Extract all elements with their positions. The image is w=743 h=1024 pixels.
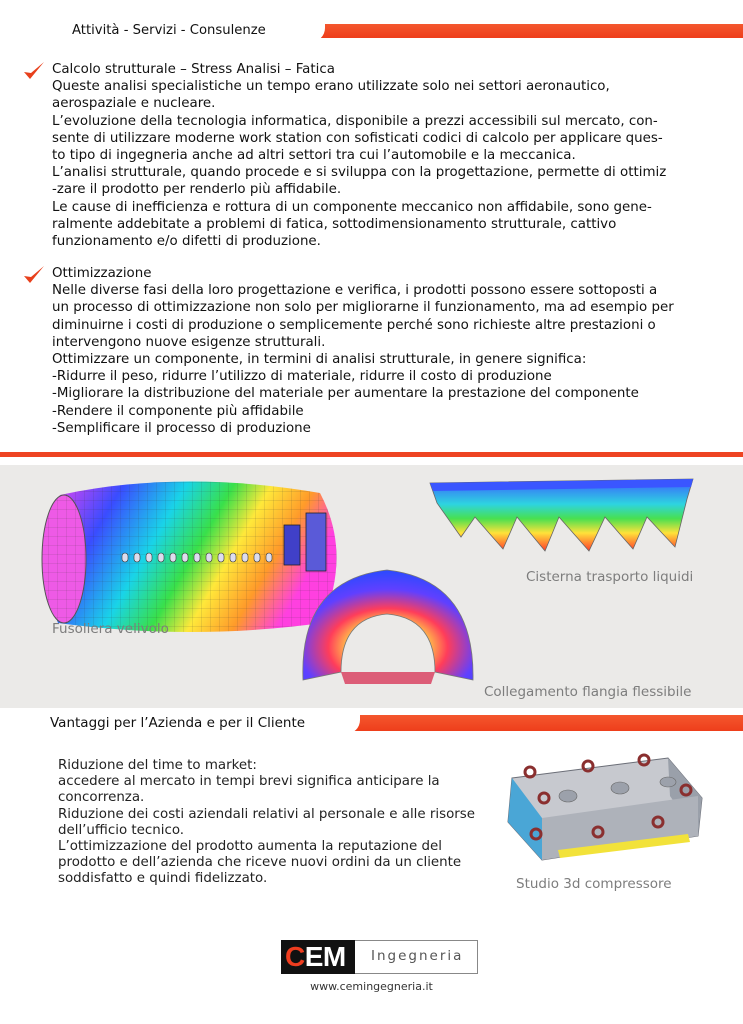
compressor-3d-image xyxy=(498,738,708,868)
tank-fea-image xyxy=(425,477,700,559)
text-line: L’ottimizzazione del prodotto aumenta la reputazione del xyxy=(58,839,442,855)
logo-letter-c: C xyxy=(285,941,305,972)
section-calcolo xyxy=(52,61,666,250)
caption-tank: Cisterna trasporto liquidi xyxy=(526,569,694,585)
section-ottimizzazione xyxy=(52,265,674,437)
text-line: ralmente addebitate a problemi di fatica, sottodimensionamento strutturale, cattivo xyxy=(52,216,617,232)
website-link[interactable]: www.cemingegneria.it xyxy=(310,980,433,993)
section-heading: Ottimizzazione xyxy=(52,266,152,281)
logo-letters-em: EM xyxy=(304,941,346,972)
text-line: un processo di ottimizzazione non solo per migliorarne il funzionamento, ma ad esempio per xyxy=(52,300,674,316)
text-line: L’analisi strutturale, quando procede e si sviluppa con la progettazione, permette di ottimiz xyxy=(52,165,667,181)
text-line: Queste analisi specialistiche un tempo erano utilizzate solo nei settori aeronautico, xyxy=(52,79,610,95)
text-line: sente di utilizzare moderne work station con sofisticati codici di calcolo per applicare ques- xyxy=(52,130,663,146)
flange-fea-image xyxy=(295,560,480,690)
text-line: aerospaziale e nucleare. xyxy=(52,96,216,112)
caption-fuselage: Fusoliera velivolo xyxy=(52,621,169,637)
text-line: -Rendere il componente più affidabile xyxy=(52,403,304,419)
text-line: -zare il prodotto per renderlo più affidabile. xyxy=(52,182,342,198)
fea-gallery xyxy=(0,465,743,708)
logo-block xyxy=(281,940,355,974)
text-line: -Semplificare il processo di produzione xyxy=(52,420,311,436)
text-line: intervengono nuove esigenze strutturali. xyxy=(52,334,326,350)
text-line: prodotto e dell’azienda che riceve nuovi ordini da un cliente xyxy=(58,855,462,871)
cem-logo xyxy=(281,940,479,974)
logo-word-box xyxy=(355,940,478,974)
text-line: accedere al mercato in tempi brevi significa anticipare la xyxy=(58,774,440,790)
advantages-band xyxy=(0,712,743,734)
text-line: dell’ufficio tecnico. xyxy=(58,822,185,838)
text-line: -Ridurre il peso, ridurre l’utilizzo di materiale, ridurre il costo di produzione xyxy=(52,369,552,385)
text-line: Ottimizzare un componente, in termini di analisi strutturale, in genere significa: xyxy=(52,352,587,368)
logo-letters xyxy=(285,941,346,973)
text-line: Le cause di inefficienza e rottura di un componente meccanico non affidabile, sono gene- xyxy=(52,199,652,215)
text-line: funzionamento e/o difetti di produzione. xyxy=(52,234,321,250)
section-divider xyxy=(0,452,743,457)
text-line: soddisfatto e quindi fidelizzato. xyxy=(58,871,268,887)
text-line: -Migliorare la distribuzione del materiale per aumentare la prestazione del componente xyxy=(52,386,639,402)
text-line: Nelle diverse fasi della loro progettazione e verifica, i prodotti possono essere sottoposti a xyxy=(52,283,658,299)
caption-flange: Collegamento flangia flessibile xyxy=(484,684,692,700)
logo-word: Ingegneria xyxy=(371,948,464,964)
text-line: to tipo di ingegneria anche ad altri settori tra cui l’automobile e la meccanica. xyxy=(52,148,576,164)
text-line: diminuirne i costi di produzione o semplicemente perché sono richieste altre prestazioni o xyxy=(52,317,656,333)
text-line: L’evoluzione della tecnologia informatica, disponibile a prezzi accessibili sul mercato, con- xyxy=(52,113,658,129)
header-title: Attività - Servizi - Consulenze xyxy=(72,23,266,38)
text-line: Riduzione del time to market: xyxy=(58,758,257,773)
header-band xyxy=(0,18,743,42)
advantages-text xyxy=(58,758,475,888)
text-line: concorrenza. xyxy=(58,790,145,806)
caption-compressor: Studio 3d compressore xyxy=(516,876,672,892)
section-heading: Calcolo strutturale – Stress Analisi – Fatica xyxy=(52,62,335,77)
checkmark-icon xyxy=(22,60,46,82)
text-line: Riduzione dei costi aziendali relativi al personale e alle risorse xyxy=(58,806,475,822)
advantages-title: Vantaggi per l’Azienda e per il Cliente xyxy=(50,715,306,731)
checkmark-icon xyxy=(22,264,46,286)
